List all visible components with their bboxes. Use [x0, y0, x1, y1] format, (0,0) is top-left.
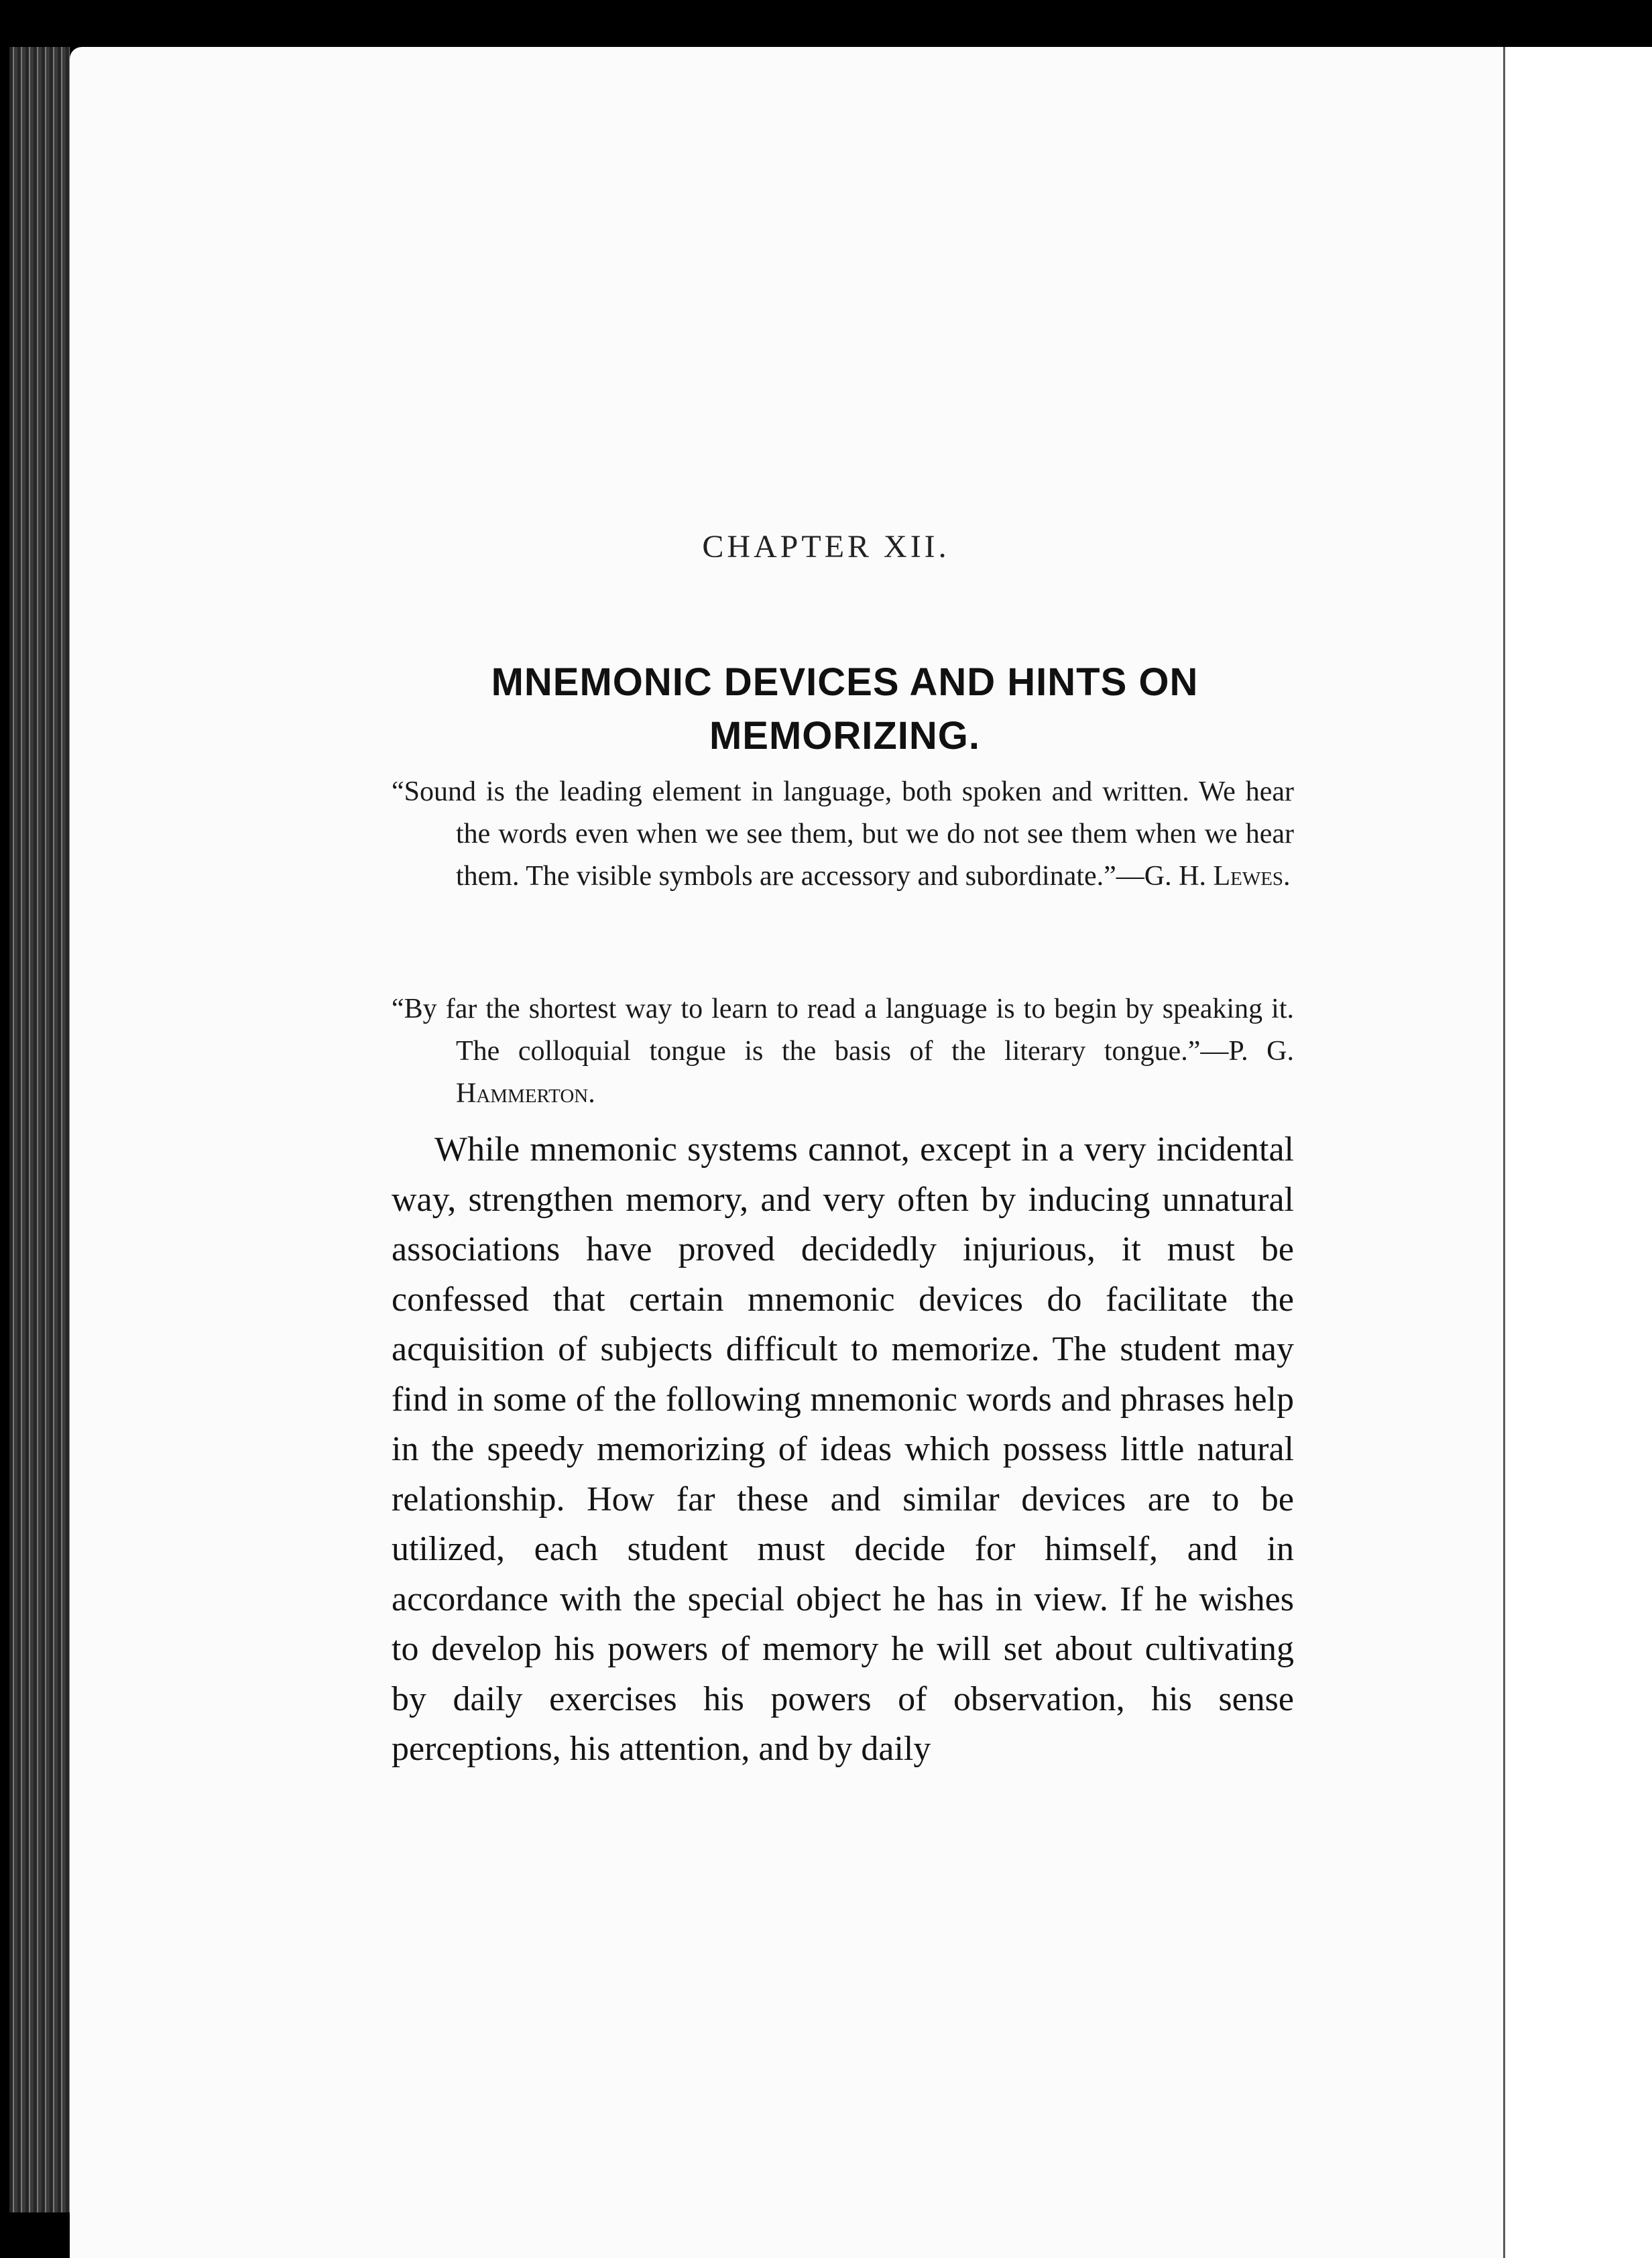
epigraph-hammerton [392, 988, 1294, 1115]
facing-page-edge [1503, 47, 1652, 2258]
book-page-edges [9, 47, 70, 2212]
chapter-heading: CHAPTER XII. [702, 529, 950, 564]
body-paragraph: While mnemonic systems cannot, except in a very incidental way, strengthen memory, and very often by inducing unnatural associations have proved decidedly injurious, it must be confessed that certain mnemonic devices do facilitate the acquisition of subjects difficult to memorize. The student may find in some of the following mnemonic words and phrases help in the speedy memorizing of ideas which possess little natural relationship. How far these and similar devices are to be utilized, each student must decide for himself, and in accordance with the special object he has in view. If he wishes to develop his powers of memory he will set about cultivating by daily exercises his powers of observation, his sense perceptions, his attention, and by daily [392, 1130, 1294, 1768]
chapter-title-line-1: MNEMONIC DEVICES AND HINTS ON [491, 660, 1199, 704]
epigraph-lewes [392, 771, 1294, 898]
epigraph-attribution: G. H. Lewes. [1144, 861, 1291, 892]
chapter-title [375, 656, 1314, 763]
epigraph-attribution: P. G. Hammerton. [456, 1036, 1294, 1109]
chapter-title-line-2: MEMORIZING. [709, 714, 981, 758]
epigraph-quote: “By far the shortest way to learn to read a language is to begin by speaking it. The colloquial tongue is the basis of the literary tongue.”— [392, 994, 1294, 1067]
epigraph-quote: “Sound is the leading element in language, both spoken and written. We hear the words even when we see them, but we do not see them when we hear them. The visible symbols are accessory and subordinate.”— [392, 776, 1294, 892]
